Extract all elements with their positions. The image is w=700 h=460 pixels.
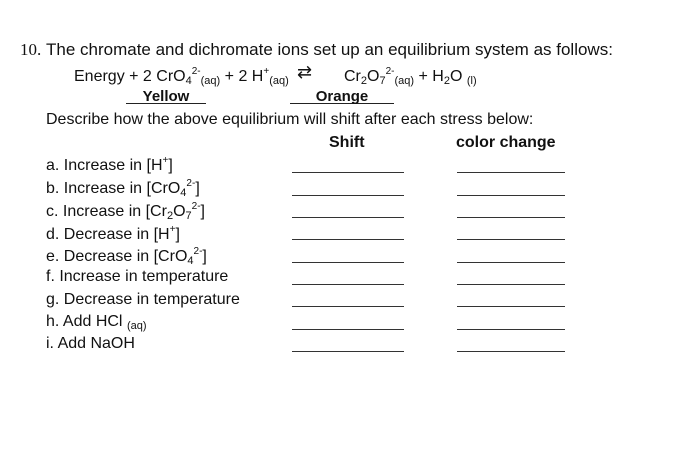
- item-i: [46, 335, 135, 353]
- color-answer-blank-d[interactable]: [457, 239, 565, 240]
- shift-answer-blank-h[interactable]: [292, 329, 404, 330]
- chromate-subscript: 4: [185, 75, 192, 87]
- color-answer-blank-f[interactable]: [457, 284, 565, 285]
- item-h-text: h. Add HCl: [46, 313, 127, 330]
- shift-answer-blank-c[interactable]: [292, 217, 404, 218]
- hydrogen-text: + 2 H: [220, 68, 264, 85]
- equation-reactants: [74, 66, 289, 87]
- color-column-header: color change: [456, 134, 556, 151]
- item-c-oxygen: O: [173, 203, 186, 220]
- item-a-bracket: ]: [168, 157, 173, 174]
- equation-products: [344, 66, 477, 87]
- question-title: The chromate and dichromate ions set up an equilibrium system as follows:: [46, 40, 613, 59]
- hydrogen-charge: +: [263, 66, 270, 77]
- item-c-cr-subscript: 2: [166, 210, 174, 222]
- orange-label-text: Orange: [315, 88, 369, 105]
- item-f-text: f. Increase in temperature: [46, 268, 229, 285]
- item-d-charge: +: [169, 224, 176, 235]
- item-a-charge: +: [162, 155, 169, 166]
- item-c: [46, 201, 205, 222]
- color-answer-blank-c[interactable]: [457, 217, 565, 218]
- item-c-o-subscript: 7: [185, 210, 192, 222]
- water-subscript: 2: [443, 75, 450, 87]
- item-e: [46, 246, 207, 267]
- shift-answer-blank-d[interactable]: [292, 239, 404, 240]
- item-d-text: d. Decrease in [H: [46, 226, 170, 243]
- dichromate-cr-subscript: 2: [360, 75, 368, 87]
- item-b-text: b. Increase in [CrO: [46, 180, 181, 197]
- instructions: Describe how the above equilibrium will shift after each stress below:: [46, 111, 534, 128]
- shift-answer-blank-b[interactable]: [292, 195, 404, 196]
- color-answer-blank-g[interactable]: [457, 306, 565, 307]
- item-d-bracket: ]: [175, 226, 180, 243]
- shift-answer-blank-a[interactable]: [292, 172, 404, 173]
- color-answer-blank-b[interactable]: [457, 195, 565, 196]
- dichromate-cr: Cr: [344, 68, 361, 85]
- item-b-bracket: ]: [195, 180, 200, 197]
- water-h: + H: [414, 68, 444, 85]
- item-b-subscript: 4: [180, 187, 187, 199]
- shift-answer-blank-g[interactable]: [292, 306, 404, 307]
- hydrogen-state: (aq): [269, 75, 289, 87]
- shift-answer-blank-e[interactable]: [292, 262, 404, 263]
- item-i-text: i. Add NaOH: [46, 335, 135, 352]
- item-a: [46, 155, 173, 175]
- item-b-charge: 2-: [186, 178, 196, 189]
- water-o: O: [449, 68, 463, 85]
- equilibrium-arrow-icon: ⇄: [297, 62, 313, 82]
- dichromate-o: O: [367, 68, 380, 85]
- color-answer-blank-e[interactable]: [457, 262, 565, 263]
- water-state: (l): [466, 75, 477, 87]
- item-e-text: e. Decrease in [CrO: [46, 248, 188, 265]
- item-c-bracket: ]: [200, 203, 205, 220]
- shift-answer-blank-i[interactable]: [292, 351, 404, 352]
- item-a-text: a. Increase in [H: [46, 157, 163, 174]
- item-g-text: g. Decrease in temperature: [46, 291, 240, 308]
- item-b: [46, 178, 200, 199]
- dichromate-charge: 2-: [385, 66, 395, 77]
- item-e-bracket: ]: [202, 248, 207, 265]
- color-answer-blank-h[interactable]: [457, 329, 565, 330]
- color-answer-blank-i[interactable]: [457, 351, 565, 352]
- question-number: 10.: [20, 40, 42, 59]
- energy-chromate-text: Energy + 2 CrO: [74, 68, 186, 85]
- item-g: [46, 291, 240, 309]
- dichromate-state: (aq): [394, 75, 415, 87]
- item-f: [46, 268, 228, 286]
- item-h-state: (aq): [126, 320, 147, 332]
- color-answer-blank-a[interactable]: [457, 172, 565, 173]
- shift-column-header: Shift: [329, 134, 365, 151]
- orange-label: [290, 88, 394, 104]
- item-d: [46, 224, 180, 244]
- chromate-state: (aq): [200, 75, 221, 87]
- yellow-label-text: Yellow: [142, 88, 190, 105]
- chromate-charge: 2-: [191, 66, 201, 77]
- item-e-charge: 2-: [193, 246, 203, 257]
- dichromate-o-subscript: 7: [379, 75, 386, 87]
- yellow-label: [126, 88, 206, 104]
- item-e-subscript: 4: [187, 255, 194, 267]
- item-h: [46, 313, 147, 332]
- item-c-charge: 2-: [191, 201, 201, 212]
- item-c-text: c. Increase in [Cr: [46, 203, 167, 220]
- shift-answer-blank-f[interactable]: [292, 284, 404, 285]
